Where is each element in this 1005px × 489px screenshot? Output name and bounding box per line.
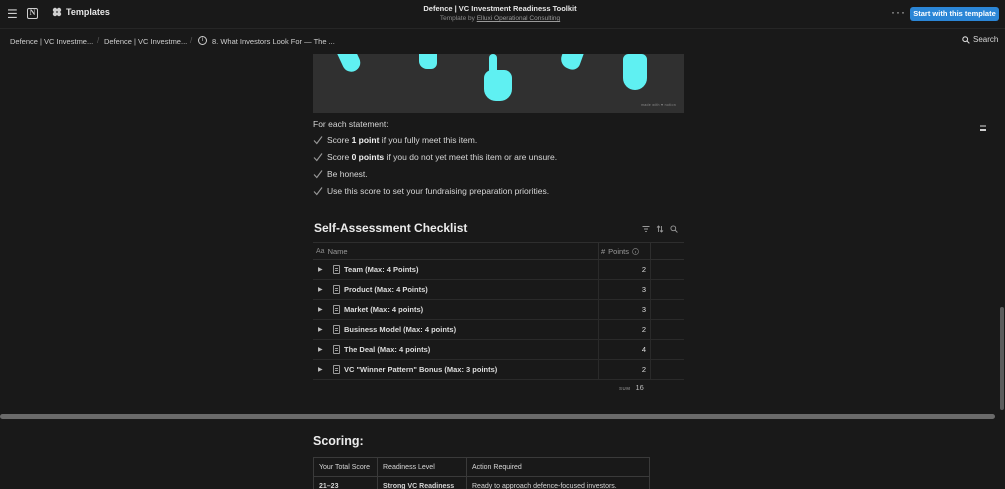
expand-toggle-icon[interactable]: ▶ (318, 287, 323, 293)
table-header (313, 242, 684, 260)
column-divider (598, 243, 599, 260)
expand-toggle-icon[interactable]: ▶ (318, 347, 323, 353)
table-row[interactable] (313, 300, 684, 320)
points-sum[interactable] (619, 383, 644, 392)
text-property-icon: Aa (316, 248, 325, 255)
table-header-cell: Your Total Score (314, 458, 378, 477)
column-header-points[interactable] (601, 247, 639, 256)
page-icon (333, 325, 340, 334)
column-divider (598, 300, 599, 320)
checkmark-icon (313, 135, 323, 145)
checkmark-icon (313, 152, 323, 162)
hand-shape (484, 70, 512, 101)
page-title: Defence | VC Investment Readiness Toolkit (423, 4, 577, 13)
vertical-scrollbar[interactable] (1000, 307, 1004, 410)
info-icon (632, 248, 639, 255)
column-divider (650, 243, 651, 260)
database-toolbar (642, 224, 678, 232)
column-header-label: Name (327, 247, 348, 256)
table-row[interactable] (313, 360, 684, 380)
column-divider (598, 320, 599, 340)
column-divider (650, 260, 651, 280)
table-row[interactable] (313, 320, 684, 340)
column-header-name[interactable] (316, 247, 348, 256)
column-divider (598, 260, 599, 280)
sum-value: 16 (635, 383, 644, 392)
statements-intro: For each statement: (313, 119, 389, 129)
database-title[interactable]: Self-Assessment Checklist (314, 221, 468, 235)
table-cell: 21–23 (314, 477, 378, 489)
breadcrumb-separator: / (97, 36, 100, 45)
template-attribution (300, 14, 700, 24)
row-name[interactable]: The Deal (Max: 4 points) (344, 345, 431, 354)
column-divider (650, 360, 651, 380)
table-row[interactable] (313, 340, 684, 360)
expand-toggle-icon[interactable]: ▶ (318, 307, 323, 313)
statement-text: Score 0 points if you do not yet meet this item or are unsure. (327, 152, 558, 162)
expand-toggle-icon[interactable]: ▶ (318, 367, 323, 373)
column-divider (650, 280, 651, 300)
number-property-icon: # (601, 247, 606, 256)
row-name[interactable]: Product (Max: 4 Points) (344, 285, 428, 294)
page-icon (333, 345, 340, 354)
notion-logo-icon[interactable]: N (27, 8, 38, 19)
menu-icon[interactable]: ☰ (7, 7, 18, 21)
top-bar (0, 0, 1005, 28)
table-header-cell: Readiness Level (378, 458, 467, 477)
page-header (300, 4, 700, 24)
row-points[interactable]: 2 (641, 325, 646, 334)
page-icon (333, 305, 340, 314)
row-points[interactable]: 2 (641, 365, 646, 374)
horizontal-scrollbar[interactable] (0, 414, 995, 419)
table-cell: Ready to approach defence-focused investors. (467, 477, 650, 489)
sort-icon[interactable] (656, 224, 664, 232)
hand-shape (558, 54, 583, 72)
row-name[interactable]: VC "Winner Pattern" Bonus (Max: 3 points) (344, 365, 498, 374)
column-divider (598, 360, 599, 380)
statement-text: Use this score to set your fundraising preparation priorities. (327, 186, 550, 196)
templates-icon (52, 7, 62, 17)
column-header-label: Points (608, 247, 630, 256)
checkmark-icon (313, 169, 323, 179)
table-row (314, 477, 650, 489)
row-name[interactable]: Market (Max: 4 points) (344, 305, 424, 314)
column-divider (598, 340, 599, 360)
expand-toggle-icon[interactable]: ▶ (318, 267, 323, 273)
hero-credit: made with ♥ notion (641, 103, 676, 107)
breadcrumb-separator: / (190, 36, 193, 45)
templates-link[interactable] (52, 7, 110, 17)
statement-item (313, 135, 477, 145)
breadcrumb-item-1[interactable]: Defence | VC Investme... (10, 37, 94, 46)
hand-shape (419, 54, 437, 69)
column-divider (598, 280, 599, 300)
statement-item (313, 169, 368, 179)
table-row[interactable] (313, 280, 684, 300)
column-divider (650, 340, 651, 360)
search-icon[interactable] (670, 224, 678, 232)
hero-illustration (313, 54, 684, 113)
statement-text: Score 1 point if you fully meet this item. (327, 135, 478, 145)
attribution-prefix: Template by (439, 15, 475, 22)
column-divider (650, 320, 651, 340)
table-header-cell: Action Required (467, 458, 650, 477)
info-icon: i (198, 36, 207, 45)
row-points[interactable]: 3 (641, 305, 646, 314)
row-name[interactable]: Business Model (Max: 4 points) (344, 325, 457, 334)
hand-shape (623, 54, 647, 90)
table-row (314, 458, 650, 477)
start-with-template-button[interactable]: Start with this template (910, 7, 999, 21)
scoring-table (313, 457, 650, 489)
author-link[interactable]: Elluxi Operational Consulting (476, 15, 561, 22)
search-label: Search (973, 35, 999, 44)
breadcrumb-item-3[interactable]: 8. What Investors Look For — The ... (212, 37, 335, 46)
sum-label: SUM (619, 386, 631, 391)
templates-label: Templates (66, 7, 110, 17)
statement-text: Be honest. (327, 169, 368, 179)
search-icon (962, 36, 970, 44)
table-cell: Strong VC Readiness (378, 477, 467, 489)
page-icon (333, 365, 340, 374)
statement-item (313, 152, 557, 162)
checkmark-icon (313, 186, 323, 196)
outline-marker[interactable] (980, 125, 986, 127)
hand-shape (337, 54, 363, 75)
row-points[interactable]: 3 (641, 285, 646, 294)
column-divider (650, 300, 651, 320)
row-points[interactable]: 2 (641, 265, 646, 274)
search-button[interactable] (962, 35, 998, 44)
filter-icon[interactable] (642, 224, 650, 232)
more-options-icon[interactable]: ··· (891, 5, 906, 19)
row-points[interactable]: 4 (641, 345, 646, 354)
row-name[interactable]: Team (Max: 4 Points) (344, 265, 419, 274)
expand-toggle-icon[interactable]: ▶ (318, 327, 323, 333)
table-row[interactable] (313, 260, 684, 280)
page-icon (333, 265, 340, 274)
page-icon (333, 285, 340, 294)
breadcrumb-item-2[interactable]: Defence | VC Investme... (104, 37, 188, 46)
scoring-heading: Scoring: (313, 434, 364, 448)
outline-marker-active[interactable] (980, 129, 986, 131)
statement-item (313, 186, 549, 196)
